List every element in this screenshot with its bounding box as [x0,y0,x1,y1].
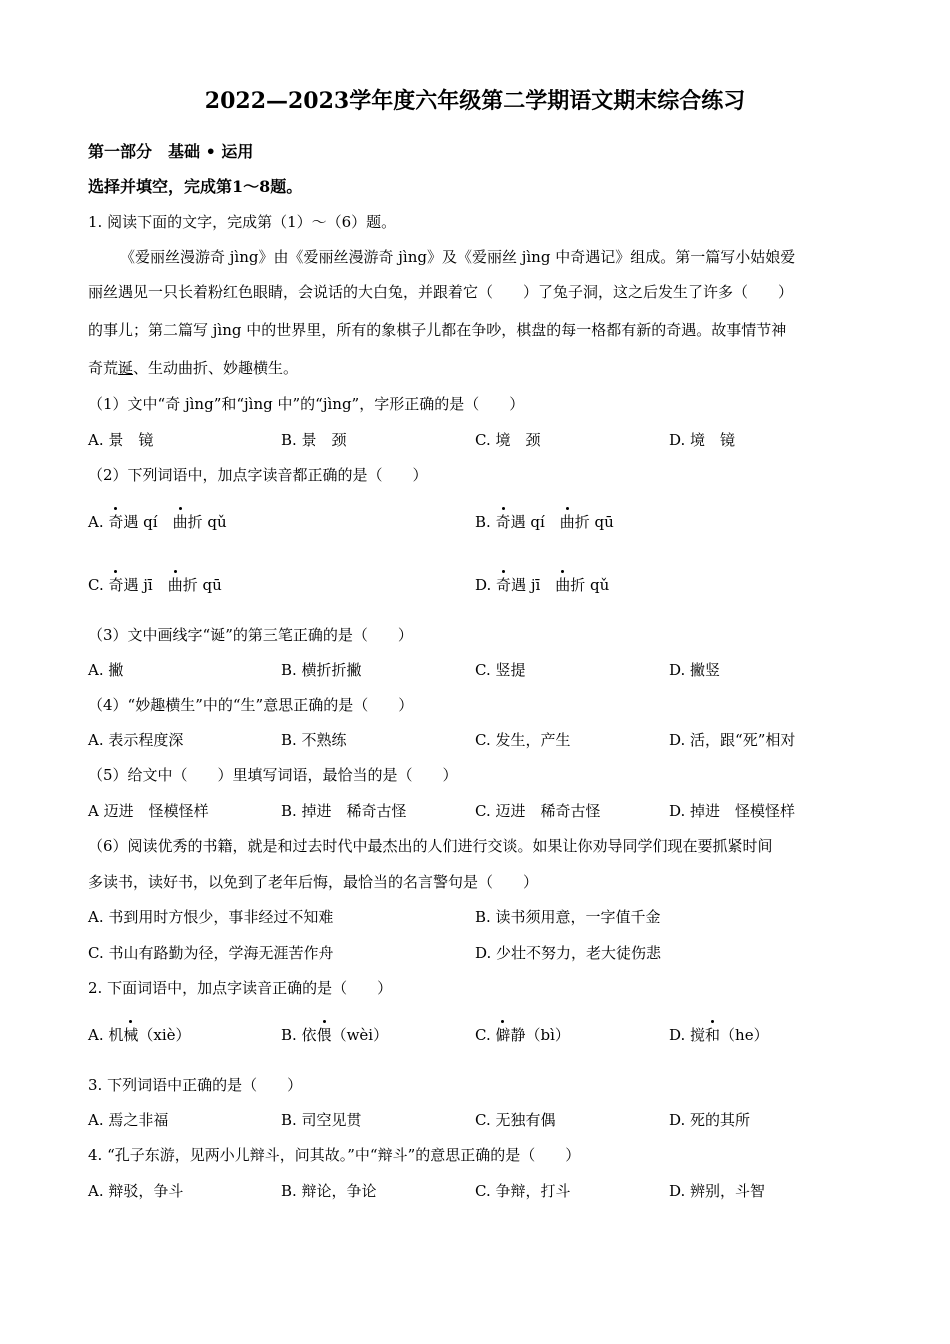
q1-sub3-option-a[interactable]: A. 撇 [88,661,124,679]
q1-sub6-option-a[interactable]: A. 书到用时方恨少，事非经过不知难 [88,908,334,926]
q1-sub1-option-d[interactable]: D. 境 镜 [669,431,736,449]
passage-line-2: 丽丝遇见一只长着粉红色眼睛，会说话的大白兔，并跟着它（ ）了兔子洞，这之后发生了许多（ ） [88,283,794,301]
passage-line-3: 的事儿；第二篇写 jìng 中的世界里，所有的象棋子儿都在争吵，棋盘的每一格都有新的奇遇。故事情节神 [88,321,787,339]
passage-line-4: 奇荒诞、生动曲折、妙趣横生。 [88,359,299,377]
q1-sub3-stem: （3）文中画线字“诞”的第三笔正确的是（ ） [88,626,413,644]
q1-stem: 1. 阅读下面的文字，完成第（1）～（6）题。 [88,213,397,231]
q1-sub4-option-c[interactable]: C. 发生，产生 [475,731,571,749]
q3-option-c[interactable]: C. 无独有偶 [475,1111,556,1129]
q1-sub5-option-a[interactable]: A 迈进 怪模怪样 [88,802,209,820]
q1-sub6-option-c[interactable]: C. 书山有路勤为径，学海无涯苦作舟 [88,944,334,962]
q2-option-b[interactable]: B. 依偎（wèi） [281,1026,389,1044]
q1-sub6-option-d[interactable]: D. 少壮不努力，老大徒伤悲 [475,944,662,962]
q1-sub2-option-b[interactable]: B. 奇遇 qí 曲折 qū [475,513,614,531]
q1-sub3-option-c[interactable]: C. 竖提 [475,661,526,679]
q1-sub6-option-b[interactable]: B. 读书须用意，一字值千金 [475,908,661,926]
q3-option-a[interactable]: A. 焉之非福 [88,1111,169,1129]
q4-stem: 4. “孔子东游，见两小儿辩斗，问其故。”中“辩斗”的意思正确的是（ ） [88,1146,581,1164]
q1-sub2-stem: （2）下列词语中，加点字读音都正确的是（ ） [88,466,428,484]
q1-sub1-stem: （1）文中“奇 jìng”和“jìng 中”的“jìng”，字形正确的是（ ） [88,395,525,413]
q3-option-b[interactable]: B. 司空见贯 [281,1111,362,1129]
q1-sub2-option-c[interactable]: C. 奇遇 jī 曲折 qū [88,576,222,594]
q1-sub6-stem-line-2: 多读书，读好书，以免到了老年后悔，最恰当的名言警句是（ ） [88,873,539,891]
q1-sub5-stem: （5）给文中（ ）里填写词语，最恰当的是（ ） [88,766,458,784]
page-title: 2022—2023学年度六年级第二学期语文期末综合练习 [204,88,746,114]
q1-sub3-option-b[interactable]: B. 横折折撇 [281,661,362,679]
q1-sub4-option-a[interactable]: A. 表示程度深 [88,731,184,749]
q4-option-c[interactable]: C. 争辩，打斗 [475,1182,571,1200]
q1-sub3-option-d[interactable]: D. 撇竖 [669,661,721,679]
q2-stem: 2. 下面词语中，加点字读音正确的是（ ） [88,979,393,997]
q1-sub4-option-d[interactable]: D. 活，跟“死”相对 [669,731,796,749]
q1-sub5-option-b[interactable]: B. 掉进 稀奇古怪 [281,802,407,820]
q1-sub5-option-c[interactable]: C. 迈进 稀奇古怪 [475,802,601,820]
q3-stem: 3. 下列词语中正确的是（ ） [88,1076,303,1094]
q1-sub6-stem-line-1: （6）阅读优秀的书籍，就是和过去时代中最杰出的人们进行交谈。如果让你劝导同学们现在要抓紧时间 [88,837,773,855]
q2-option-d[interactable]: D. 搅和（he） [669,1026,769,1044]
q1-sub4-stem: （4）“妙趣横生”中的“生”意思正确的是（ ） [88,696,414,714]
q4-option-a[interactable]: A. 辩驳，争斗 [88,1182,184,1200]
underlined-char: 诞 [118,359,134,377]
q1-sub2-option-d[interactable]: D. 奇遇 jī 曲折 qǔ [475,576,610,594]
q2-option-c[interactable]: C. 僻静（bì） [475,1026,570,1044]
section-heading: 第一部分 基础 • 运用 [88,142,254,161]
instruction: 选择并填空，完成第1～8题。 [88,177,303,196]
passage-line-1: 《爱丽丝漫游奇 jìng》由《爱丽丝漫游奇 jìng》及《爱丽丝 jìng 中奇遇记》组成。第一篇写小姑娘爱 [120,248,796,266]
q4-option-b[interactable]: B. 辩论，争论 [281,1182,377,1200]
q4-option-d[interactable]: D. 辨别，斗智 [669,1182,766,1200]
q1-sub5-option-d[interactable]: D. 掉进 怪模怪样 [669,802,796,820]
q2-option-a[interactable]: A. 机械（xiè） [88,1026,191,1044]
q1-sub1-option-b[interactable]: B. 景 颈 [281,431,347,449]
q3-option-d[interactable]: D. 死的其所 [669,1111,751,1129]
q1-sub1-option-c[interactable]: C. 境 颈 [475,431,541,449]
q1-sub1-option-a[interactable]: A. 景 镜 [88,431,154,449]
q1-sub2-option-a[interactable]: A. 奇遇 qí 曲折 qǔ [88,513,227,531]
q1-sub4-option-b[interactable]: B. 不熟练 [281,731,347,749]
